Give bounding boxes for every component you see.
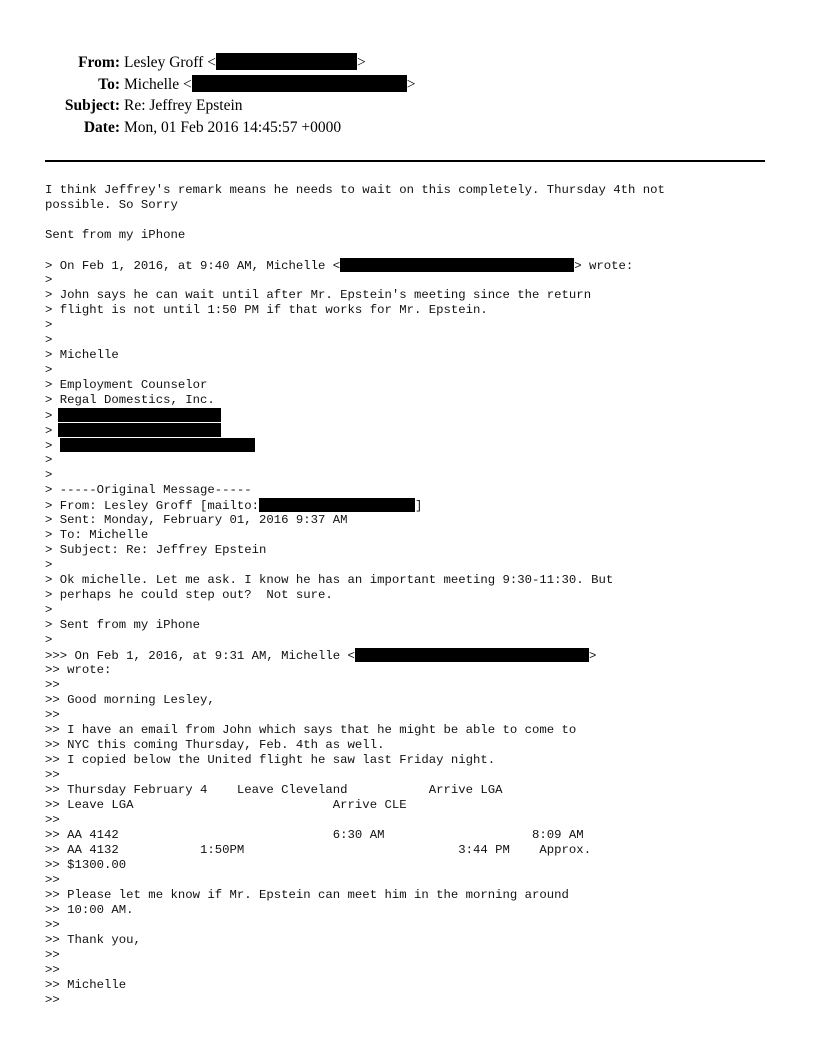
quoted-line: > <box>45 333 53 347</box>
from-label: From: <box>78 54 120 71</box>
quoted-line: > perhaps he could step out? Not sure. <box>45 588 333 602</box>
from-suffix: > <box>356 54 366 71</box>
quoted-line: > <box>45 603 53 617</box>
quoted-line: >> <box>45 993 60 1007</box>
quoted-line: > Ok michelle. Let me ask. I know he has an important meeting 9:30-11:30. But <box>45 573 614 587</box>
date-row <box>0 117 816 139</box>
attribution-text: > On Feb 1, 2016, at 9:40 AM, Michelle < <box>45 259 341 273</box>
flight-price-line: >> $1300.00 <box>45 858 127 872</box>
quoted-from-text: > From: Lesley Groff [mailto: <box>45 499 260 513</box>
subject-label: Subject: <box>64 97 120 114</box>
body-line <box>45 243 785 258</box>
quoted-line: >> <box>45 678 60 692</box>
attribution-suffix: > wrote: <box>574 259 634 273</box>
quote-marker: > <box>45 439 53 453</box>
redaction-box <box>216 53 357 70</box>
quoted-line: > flight is not until 1:50 PM if that works for Mr. Epstein. <box>45 303 488 317</box>
redacted-line <box>45 423 785 438</box>
quoted-line: > <box>45 363 53 377</box>
redaction-box <box>340 258 574 272</box>
header-divider <box>45 160 765 162</box>
to-label: To: <box>98 75 120 93</box>
email-header <box>0 52 816 138</box>
to-name: Michelle < <box>124 75 192 93</box>
quoted-line: >> Please let me know if Mr. Epstein can meet him in the morning around <box>45 888 569 902</box>
from-row <box>0 52 816 74</box>
body-line: possible. So Sorry <box>45 198 178 212</box>
redaction-box <box>58 423 221 437</box>
quoted-line: > -----Original Message----- <box>45 483 252 497</box>
redacted-line <box>45 408 785 423</box>
quote-attribution <box>45 648 785 663</box>
quoted-line: > John says he can wait until after Mr. Epstein's meeting since the return <box>45 288 592 302</box>
subject-value: Re: Jeffrey Epstein <box>124 97 243 114</box>
quoted-line: >> I have an email from John which says that he might be able to come to <box>45 723 577 737</box>
from-name: Lesley Groff < <box>124 54 216 71</box>
signature-line: Sent from my iPhone <box>45 228 186 242</box>
email-body <box>45 183 785 1008</box>
redaction-box <box>355 648 589 662</box>
quoted-line: >> Michelle <box>45 978 127 992</box>
quote-marker: > <box>45 409 53 423</box>
quoted-from-line <box>45 498 785 513</box>
quoted-line: >> <box>45 708 60 722</box>
redacted-line <box>45 438 785 453</box>
quoted-line: > Sent from my iPhone <box>45 618 200 632</box>
quoted-line: > To: Michelle <box>45 528 149 542</box>
quoted-line: >> <box>45 963 60 977</box>
quoted-line: > <box>45 318 53 332</box>
redaction-box <box>192 75 407 92</box>
quoted-line: > Subject: Re: Jeffrey Epstein <box>45 543 267 557</box>
to-row <box>0 74 816 96</box>
date-label: Date: <box>83 118 120 136</box>
quoted-line: >> I copied below the United flight he saw last Friday night. <box>45 753 496 767</box>
quoted-line: >> wrote: <box>45 663 112 677</box>
redaction-box <box>60 438 255 452</box>
quote-marker: > <box>45 424 53 438</box>
quoted-line: >> Good morning Lesley, <box>45 693 215 707</box>
quoted-line: > Sent: Monday, February 01, 2016 9:37 AM <box>45 513 348 527</box>
quoted-line: >> <box>45 813 60 827</box>
quoted-line: >> 10:00 AM. <box>45 903 134 917</box>
subject-row <box>0 95 816 117</box>
body-line: I think Jeffrey's remark means he needs to wait on this completely. Thursday 4th not <box>45 183 665 197</box>
quoted-line: > Employment Counselor <box>45 378 208 392</box>
quoted-line: >> <box>45 768 60 782</box>
quoted-line: >> <box>45 918 60 932</box>
quoted-line: > <box>45 468 53 482</box>
quoted-line: >> NYC this coming Thursday, Feb. 4th as well. <box>45 738 385 752</box>
redaction-box <box>58 408 221 422</box>
body-line <box>45 213 785 228</box>
to-suffix: > <box>406 75 416 93</box>
quoted-from-suffix: ] <box>415 499 423 513</box>
attribution-text: >>> On Feb 1, 2016, at 9:31 AM, Michelle < <box>45 649 355 663</box>
quoted-line: > <box>45 273 53 287</box>
quoted-line: >> <box>45 873 60 887</box>
quoted-line: > Michelle <box>45 348 119 362</box>
quoted-line: > <box>45 558 53 572</box>
quoted-line: >> Thank you, <box>45 933 141 947</box>
flight-table-line: >> AA 4142 6:30 AM 8:09 AM <box>45 828 584 842</box>
flight-table-line: >> Leave LGA Arrive CLE <box>45 798 407 812</box>
quoted-line: >> <box>45 948 60 962</box>
quoted-line: > <box>45 453 53 467</box>
flight-table-line: >> AA 4132 1:50PM 3:44 PM Approx. <box>45 843 592 857</box>
quoted-line: > <box>45 633 53 647</box>
redaction-box <box>259 498 415 512</box>
quote-attribution <box>45 258 785 273</box>
date-value: Mon, 01 Feb 2016 14:45:57 +0000 <box>124 118 342 136</box>
attribution-suffix: > <box>588 649 597 663</box>
quoted-line: > Regal Domestics, Inc. <box>45 393 215 407</box>
flight-table-line: >> Thursday February 4 Leave Cleveland Arrive LGA <box>45 783 503 797</box>
